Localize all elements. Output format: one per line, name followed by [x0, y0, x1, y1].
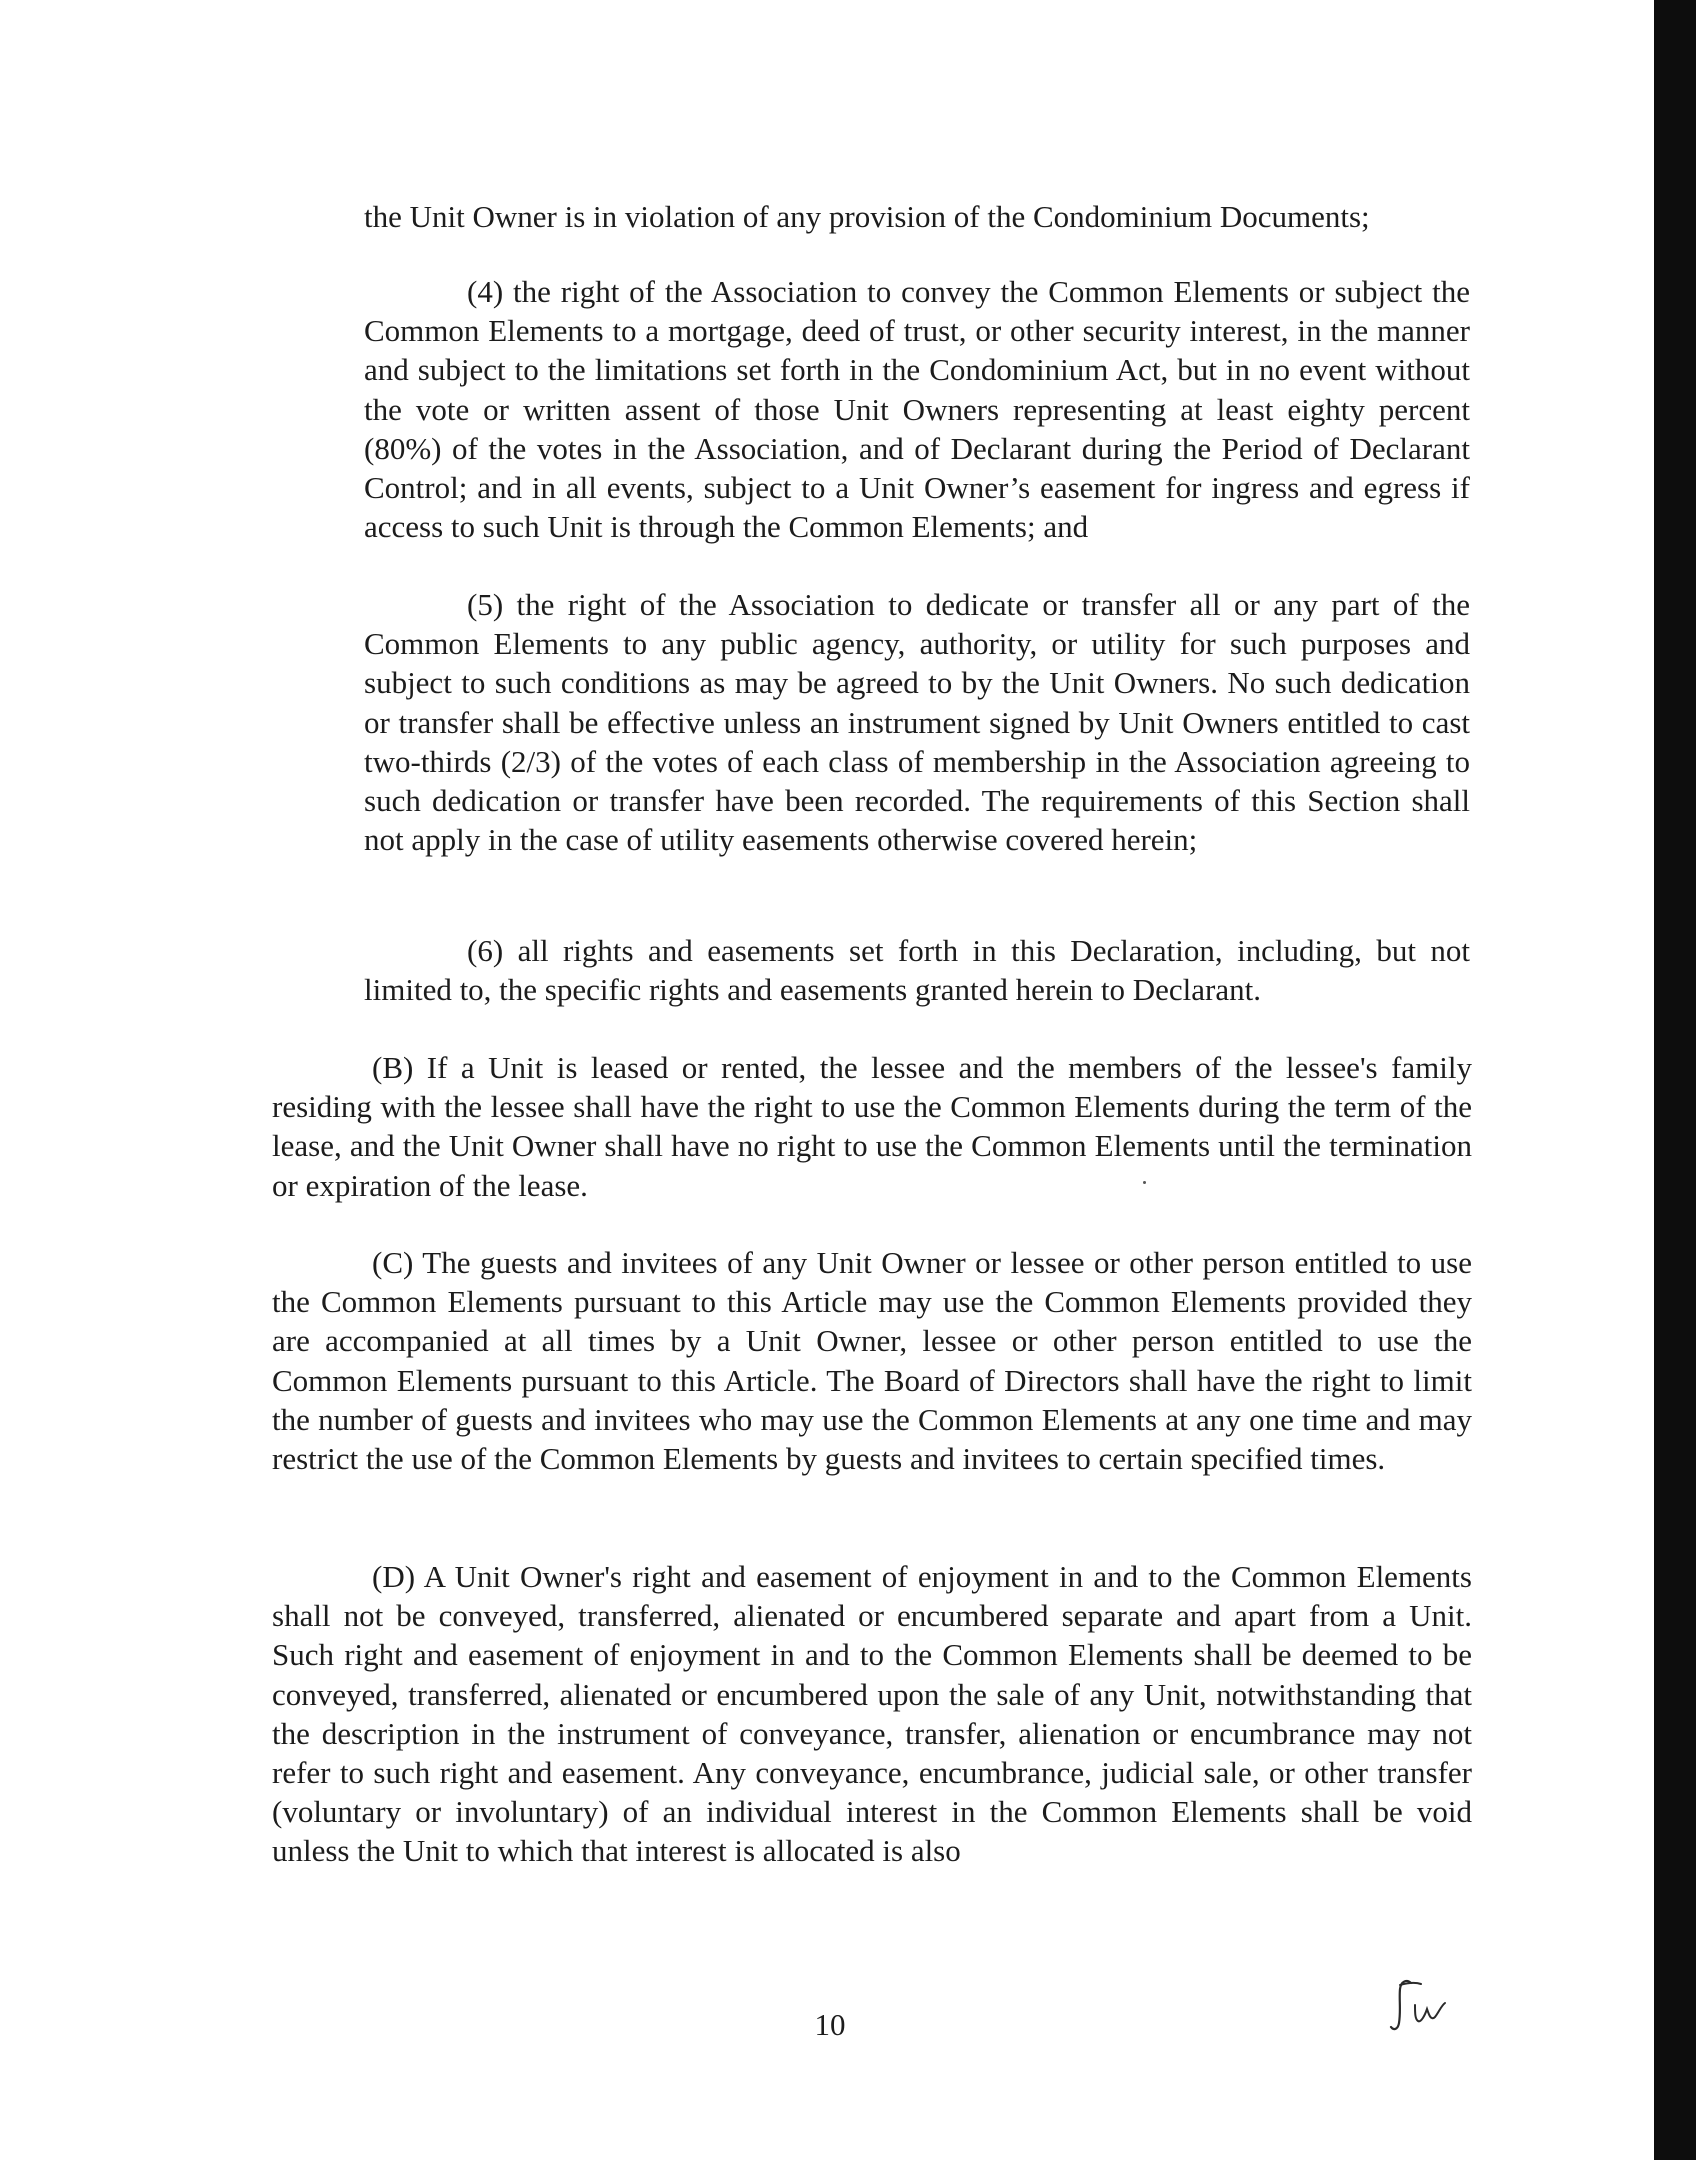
paragraph-section-b: (B) If a Unit is leased or rented, the lessee and the members of the lessee's family residing with the lessee shall have the right to use the Common Elements during the term of the lease, and the Unit Owner shall have no right to use the Common Elements until the termination or expiration of the lease.	[272, 1050, 1472, 1203]
paragraph-continuation: the Unit Owner is in violation of any provision of the Condominium Documents;	[364, 199, 1370, 234]
paragraph-section-d: (D) A Unit Owner's right and easement of enjoyment in and to the Common Elements shall not be conveyed, transferred, alienated or encumbered separate and apart from a Unit. Such right and easement of enjoyment in and to the Common Elements shall be deemed to be conveyed, transferred, alienated or encumbered upon the sale of any Unit, notwithstanding that the description in the instrument of conveyance, transfer, alienation or encumbrance may not refer to such right and easement. Any conveyance, encumbrance, judicial sale, or other transfer (voluntary or involuntary) of an individual interest in the Common Elements shall be void unless the Unit to which that interest is allocated is also	[272, 1559, 1472, 1869]
paragraph-item-4: (4) the right of the Association to convey the Common Elements or subject the Common Elements to a mortgage, deed of trust, or other security interest, in the manner and subject to the limitations set forth in the Condominium Act, but in no event without the vote or written assent of those Unit Owners representing at least eighty percent (80%) of the votes in the Association, and of Declarant during the Period of Declarant Control; and in all events, subject to a Unit Owner’s easement for ingress and egress if access to such Unit is through the Common Elements; and	[364, 274, 1470, 545]
handwritten-initials-icon	[1385, 1975, 1465, 2035]
paragraph-item-5: (5) the right of the Association to dedicate or transfer all or any part of the Common Elements to any public agency, authority, or utility for such purposes and subject to such conditions as may be agreed to by the Unit Owners. No such dedication or transfer shall be effective unless an instrument signed by Unit Owners entitled to cast two-thirds (2/3) of the votes of each class of membership in the Association agreeing to such dedication or transfer have been recorded. The requirements of this Section shall not apply in the case of utility easements otherwise covered herein;	[364, 587, 1470, 858]
paragraph-item-6: (6) all rights and easements set forth in this Declaration, including, but not limited to, the specific rights and easements granted herein to Declarant.	[364, 933, 1470, 1008]
scan-speck	[1143, 1181, 1146, 1184]
paragraph-section-c: (C) The guests and invitees of any Unit Owner or lessee or other person entitled to use the Common Elements pursuant to this Article may use the Common Elements provided they are accompanied at all times by a Unit Owner, lessee or other person entitled to use the Common Elements pursuant to this Article. The Board of Directors shall have the right to limit the number of guests and invitees who may use the Common Elements at any one time and may restrict the use of the Common Elements by guests and invitees to certain specified times.	[272, 1245, 1472, 1477]
page-number: 10	[814, 2007, 846, 2042]
scan-border	[1654, 0, 1696, 2160]
